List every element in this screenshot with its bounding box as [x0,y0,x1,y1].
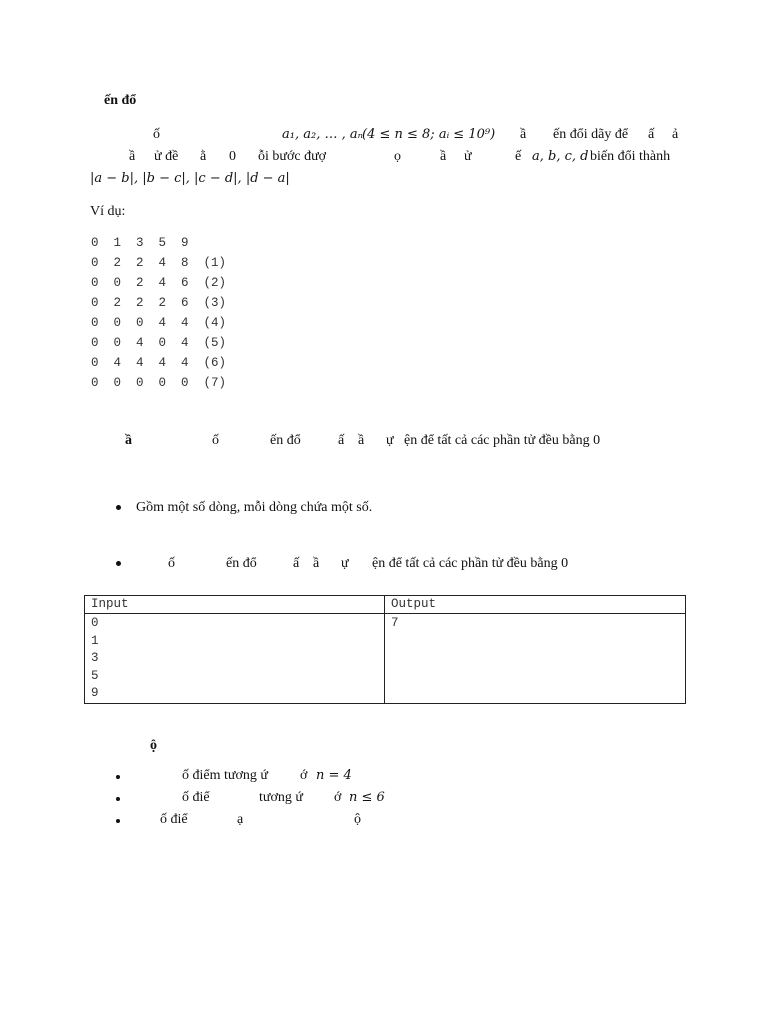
subtask-fragment: ớ [300,768,308,783]
output-fragment: ầ [313,556,320,571]
output-cell [385,614,686,704]
intro-fragment: ấ [648,127,655,142]
intro-fragment: biến đổi thành [590,149,671,164]
example-line: 0 0 2 4 6 (2) [91,276,227,290]
table-header-input: Input [85,596,385,614]
output-fragment: ấ [293,556,300,571]
table-header-output: Output [385,596,686,614]
input-value: 5 [91,668,99,683]
subtask-fragment: ố điể [160,812,188,827]
intro-fragment: ọ [394,149,401,164]
intro-fragment: ỗi bước đượ [258,149,327,164]
intro-fragment: ế [515,149,522,164]
bullet-dot [116,561,121,566]
example-line: 0 4 4 4 4 (6) [91,356,227,370]
page-title: ến đổ [104,93,137,108]
subtask-formula: n ≤ 6 [349,790,385,805]
subtask-fragment: ớ [334,790,342,805]
task-fragment: ến đổ [270,433,301,448]
subtask-formula: n = 4 [316,768,352,783]
example-line: 0 0 0 0 0 (7) [91,376,227,390]
intro-fragment: ầ [129,149,136,164]
bullet-dot [116,819,120,823]
subtask-fragment: ố điểm tương ứ [182,768,268,783]
bullet-dot [116,775,120,779]
transform-formula: |a − b|, |b − c|, |c − d|, |d − a| [90,171,290,186]
example-line: 0 0 0 4 4 (4) [91,316,227,330]
subtask-fragment: ộ [354,812,361,827]
intro-fragment: ằ [200,149,207,164]
intro-fragment: ầ [440,149,447,164]
input-value: 1 [91,633,99,648]
bullet-dot [116,505,121,510]
example-label: Ví dụ: [90,204,126,219]
input-cell [85,614,385,704]
input-value: 9 [91,686,99,700]
subtask-fragment: ố điể [182,790,210,805]
variables-formula: a, b, c, d [532,149,589,164]
sequence-formula: a₁, a₂, … , aₙ [282,127,363,142]
subtask-fragment: tương ứ [259,790,303,805]
task-fragment: ố [212,433,219,448]
task-fragment: ự [386,433,394,448]
output-fragment: ện để tất cả các phần tử đều bằng 0 [372,556,569,571]
task-fragment: ấ [338,433,345,448]
intro-fragment: ả [672,127,679,142]
io-example-table [84,595,686,704]
example-line: 0 2 2 2 6 (3) [91,296,227,310]
constraint-formula: (4 ≤ n ≤ 8; aᵢ ≤ 10⁹) [362,127,496,142]
input-value: 0 [91,616,99,630]
output-fragment: ến đổ [226,556,257,571]
intro-fragment: ến đổi dãy để [553,127,629,142]
example-line: 0 1 3 5 9 [91,236,189,250]
intro-fragment: ầ [520,127,527,142]
output-value: 7 [391,616,399,630]
task-fragment: ầ [358,433,365,448]
bullet-dot [116,797,120,801]
task-fragment: ện để tất cả các phần tử đều bằng 0 [404,433,601,448]
intro-fragment: 0 [229,149,236,164]
example-line: 0 0 4 0 4 (5) [91,336,227,350]
subtask-title: ộ [150,738,157,753]
output-fragment: ố [168,556,175,571]
example-line: 0 2 2 4 8 (1) [91,256,227,270]
input-description: Gồm một số dòng, mỗi dòng chứa một số. [136,500,373,515]
output-fragment: ự [341,556,349,571]
subtask-fragment: ạ [237,812,244,827]
intro-fragment: ố [153,127,160,142]
intro-fragment: ử [464,149,472,164]
task-fragment: ầ [125,433,132,448]
input-value: 3 [91,651,99,665]
intro-fragment: ử đề [154,149,179,164]
